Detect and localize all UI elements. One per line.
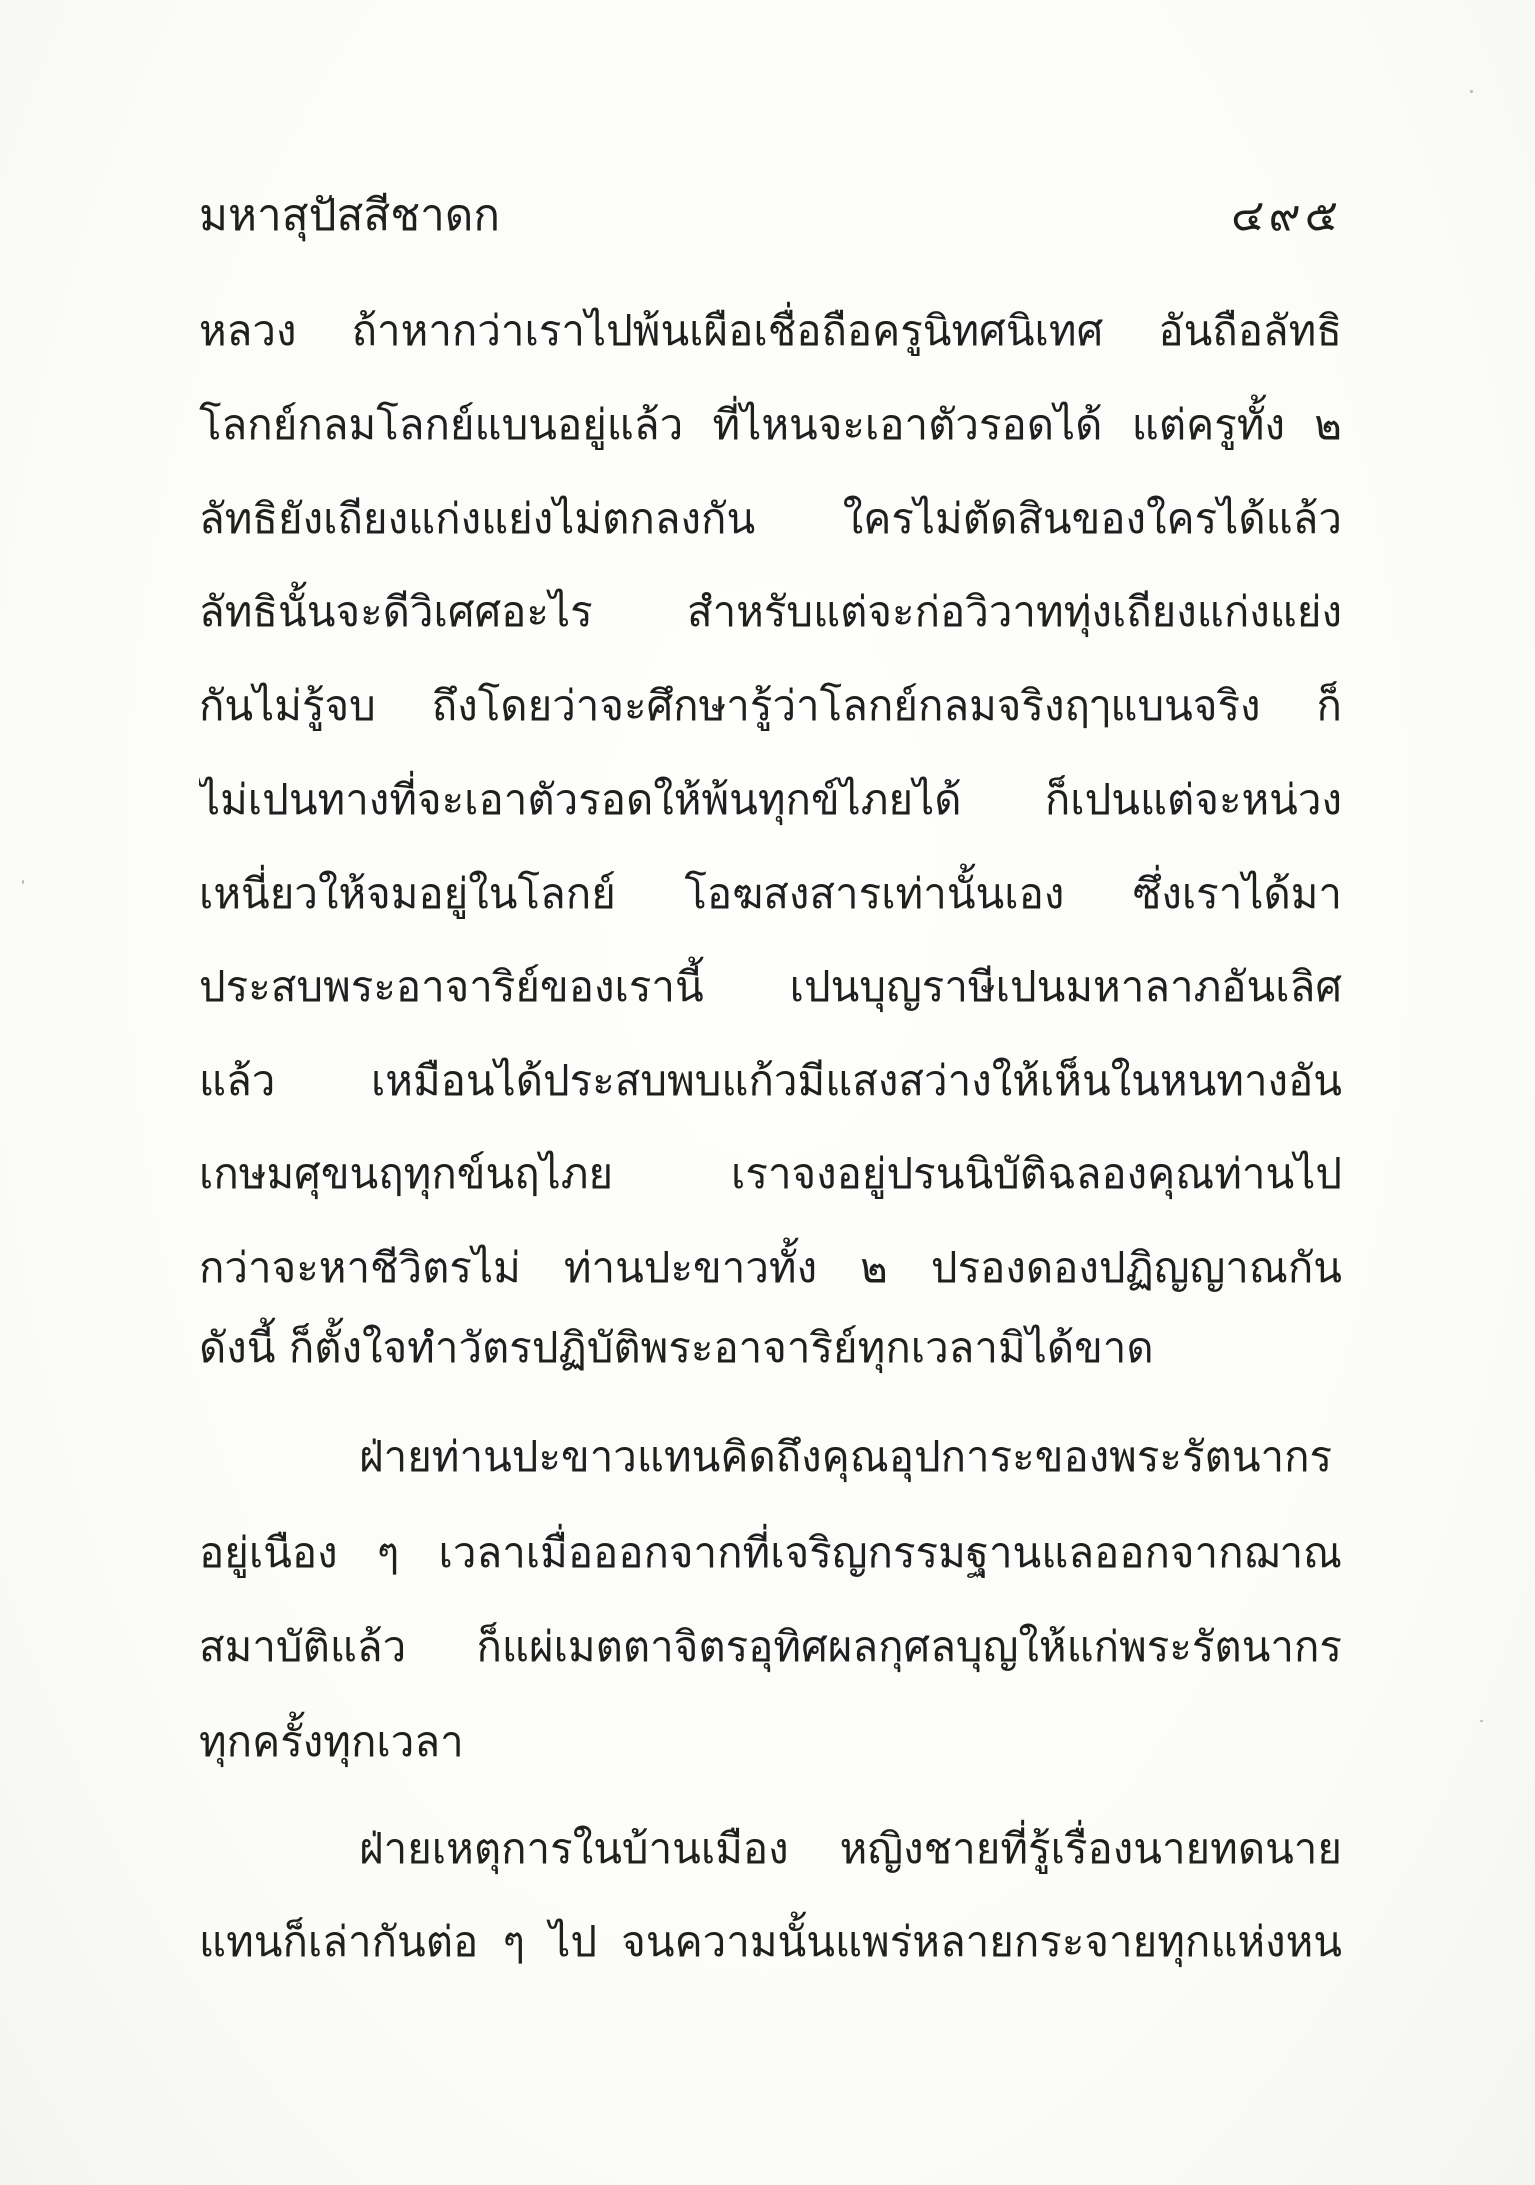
text-line: หลวง ถ้าหากว่าเราไปพ้นเผือเชื่อถือครูนิทศนิเทศ อันถือลัทธิ [199,306,1342,355]
text-line: ไม่เปนทางที่จะเอาตัวรอดให้พ้นทุกข์ไภยได้ ก็เปนแต่จะหน่วง [199,775,1342,824]
text-line: กว่าจะหาชีวิตรไม่ ท่านปะขาวทั้ง ๒ ปรองดองปฏิญญาณกัน [199,1243,1342,1292]
text-line: ดังนี้ ก็ตั้งใจทำวัตรปฏิบัติพระอาจาริย์ทุกเวลามิได้ขาด [199,1323,1154,1372]
text-line: เกษมศุขนฤทุกข์นฤไภย เราจงอยู่ปรนนิบัติฉลองคุณท่านไป [199,1149,1342,1198]
page-header [199,186,1342,256]
text-line: สมาบัติแล้ว ก็แผ่เมตตาจิตรอุทิศผลกุศลบุญให้แก่พระรัตนากร [199,1622,1342,1671]
text-line: ฝ่ายเหตุการในบ้านเมือง หญิงชายที่รู้เรื่องนายทดนาย [359,1824,1342,1873]
scan-speck [1470,90,1473,93]
text-line: โลกย์กลมโลกย์แบนอยู่แล้ว ที่ไหนจะเอาตัวรอดได้ แต่ครูทั้ง ๒ [199,400,1342,449]
text-line: เหนี่ยวให้จมอยู่ในโลกย์ โอฆสงสารเท่านั้นเอง ซึ่งเราได้มา [199,869,1342,918]
text-line: แล้ว เหมือนได้ประสบพบแก้วมีแสงสว่างให้เห็นในหนทางอัน [199,1056,1342,1105]
text-line: ลัทธินั้นจะดีวิเศศอะไร สำหรับแต่จะก่อวิวาททุ่งเถียงแก่งแย่ง [199,587,1342,636]
scan-speck [22,880,24,884]
text-line: อยู่เนือง ๆ เวลาเมื่อออกจากที่เจริญกรรมฐานแลออกจากฌาณ [199,1528,1342,1577]
text-line: ลัทธิยังเถียงแก่งแย่งไม่ตกลงกัน ใครไม่ตัดสินของใครได้แล้ว [199,494,1342,543]
text-line: ทุกครั้งทุกเวลา [199,1717,464,1766]
text-line: ฝ่ายท่านปะขาวแทนคิดถึงคุณอุปการะของพระรัตนากร [359,1432,1333,1481]
text-line: ประสบพระอาจาริย์ของเรานี้ เปนบุญราษีเปนมหาลาภอันเลิศ [199,962,1342,1011]
scan-speck [1480,1720,1483,1722]
text-line: แทนก็เล่ากันต่อ ๆ ไป จนความนั้นแพร่หลายกระจายทุกแห่งหน [199,1917,1342,1966]
running-title: มหาสุปัสสีชาดก [199,190,500,241]
text-line: กันไม่รู้จบ ถึงโดยว่าจะศึกษารู้ว่าโลกย์กลมจริงฤๅแบนจริง ก็ [199,681,1342,730]
page-number: ๔๙๕ [1231,190,1342,241]
